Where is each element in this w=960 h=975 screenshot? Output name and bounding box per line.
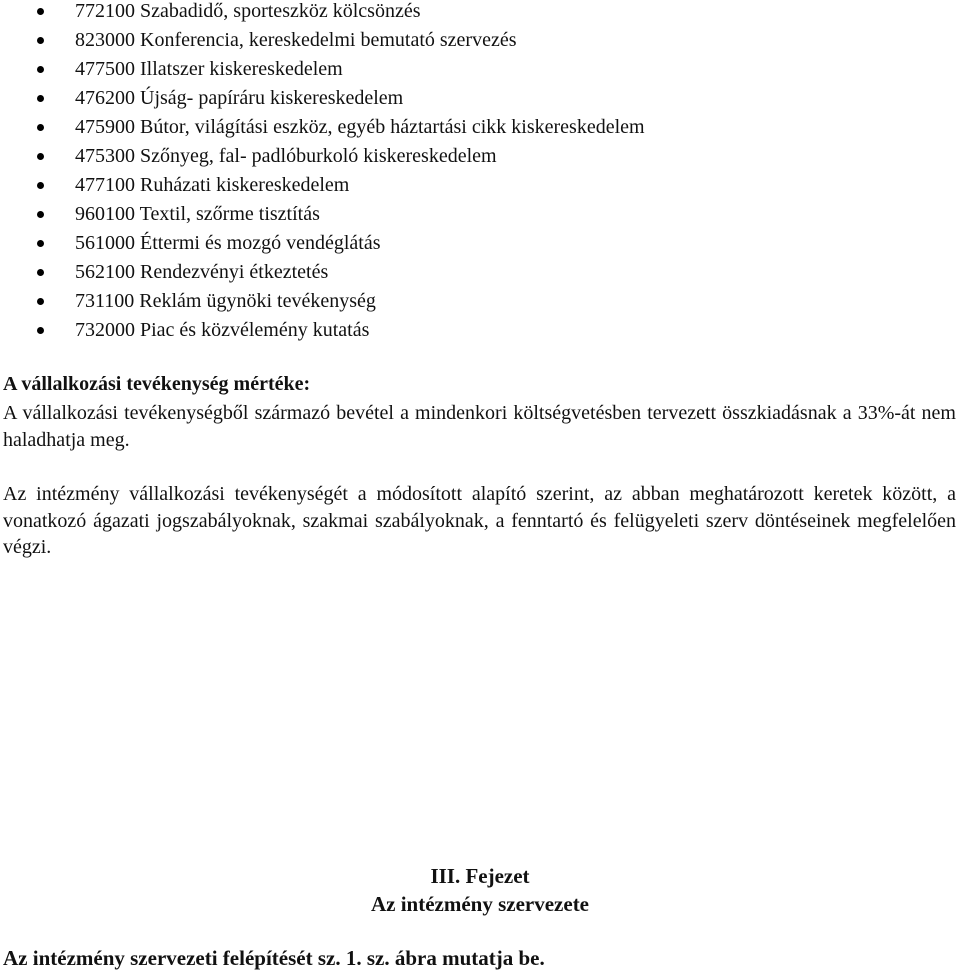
activity-text: 561000 Éttermi és mozgó vendéglátás (75, 232, 381, 254)
list-item (0, 316, 645, 345)
list-item (0, 229, 645, 258)
org-structure-reference: Az intézmény szervezeti felépítését sz. 1. sz. ábra mutatja be. (3, 946, 545, 970)
activity-text: 732000 Piac és közvélemény kutatás (75, 319, 370, 341)
operation-paragraph: Az intézmény vállalkozási tevékenységét a módosított alapító szerint, az abban meghatározott keretek között, a vonatkozó ágazati jogszabályoknak, szakmai szabályoknak, a fenntartó és felügyeleti szerv döntéseinek megfelelően végzi. (3, 483, 956, 558)
list-item (0, 55, 645, 84)
chapter-number: III. Fejezet (430, 864, 530, 888)
activity-text: 475300 Szőnyeg, fal- padlóburkoló kiskereskedelem (75, 145, 497, 167)
bullet-icon (37, 298, 44, 305)
list-item (0, 84, 645, 113)
chapter-title: Az intézmény szervezete (370, 892, 590, 916)
activity-text: 477100 Ruházati kiskereskedelem (75, 174, 350, 196)
list-item (0, 171, 645, 200)
bullet-icon (37, 8, 44, 15)
bullet-icon (37, 182, 44, 189)
list-item (0, 258, 645, 287)
list-item (0, 0, 645, 26)
list-item (0, 200, 645, 229)
list-item (0, 142, 645, 171)
list-item (0, 26, 645, 55)
activity-text: 960100 Textil, szőrme tisztítás (75, 203, 320, 225)
bullet-icon (37, 240, 44, 247)
revenue-limit-paragraph: A vállalkozási tevékenységből származó bevétel a mindenkori költségvetésben tervezett összkiadásnak a 33%-át nem haladhatja meg. (3, 402, 956, 451)
bullet-icon (37, 37, 44, 44)
list-item (0, 287, 645, 316)
bullet-icon (37, 327, 44, 334)
activity-text: 475900 Bútor, világítási eszköz, egyéb háztartási cikk kiskereskedelem (75, 116, 645, 138)
activity-text: 772100 Szabadidő, sporteszköz kölcsönzés (75, 0, 421, 22)
bullet-icon (37, 66, 44, 73)
activity-text: 823000 Konferencia, kereskedelmi bemutató szervezés (75, 29, 517, 51)
section-heading: A vállalkozási tevékenység mértéke: (3, 373, 311, 395)
bullet-icon (37, 153, 44, 160)
bullet-icon (37, 124, 44, 131)
bullet-icon (37, 211, 44, 218)
activity-text: 731100 Reklám ügynöki tevékenység (75, 290, 376, 312)
bullet-icon (37, 95, 44, 102)
activity-list (0, 0, 645, 345)
activity-text: 562100 Rendezvényi étkeztetés (75, 261, 329, 283)
activity-text: 477500 Illatszer kiskereskedelem (75, 58, 343, 80)
activity-text: 476200 Újság- papíráru kiskereskedelem (75, 87, 404, 109)
list-item (0, 113, 645, 142)
bullet-icon (37, 269, 44, 276)
